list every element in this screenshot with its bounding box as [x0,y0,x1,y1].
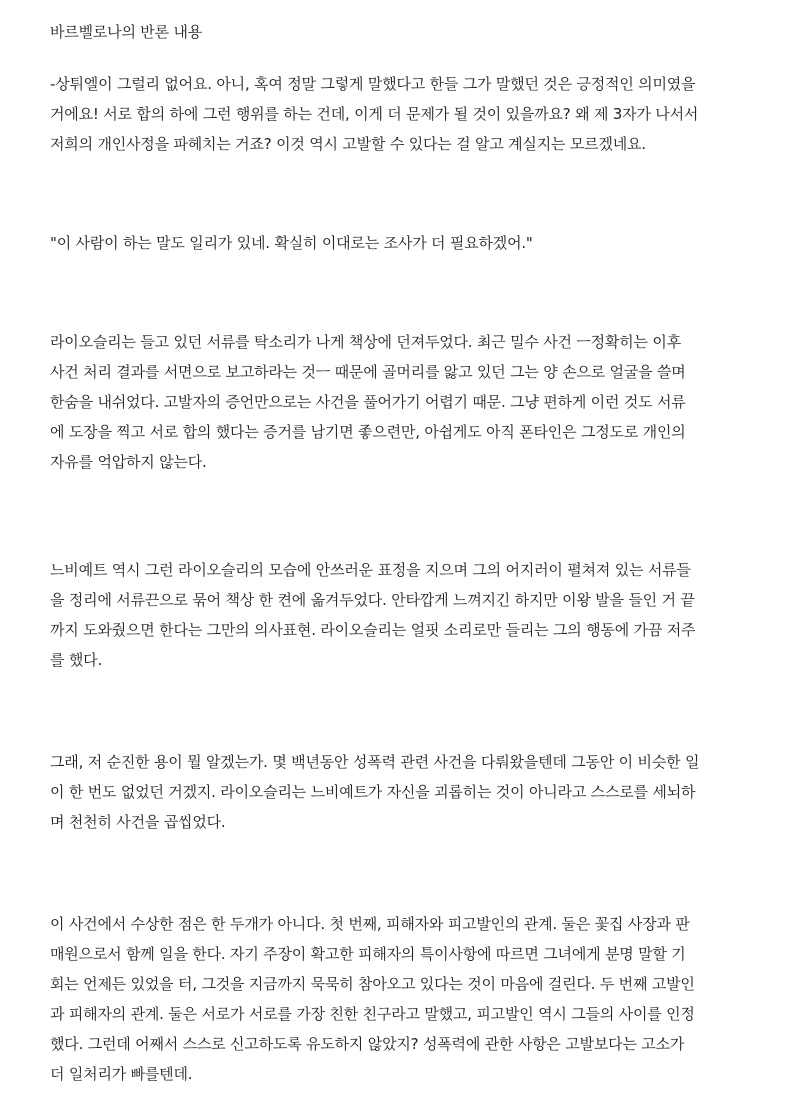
paragraph-line: 매원으로서 함께 일을 한다. 자기 주장이 확고한 피해자의 특이사항에 따르면 그녀에게 분명 말할 기 [50,945,686,963]
paragraph-line: 까지 도와줬으면 한다는 그만의 의사표현. 라이오슬리는 얼핏 소리로만 들리는 그의 행동에 가끔 저주 [50,621,696,639]
paragraph-line: 회는 언제든 있었을 터, 그것을 지금까지 묵묵히 참아오고 있다는 것이 마음에 걸린다. 두 번째 고발인 [50,975,695,993]
paragraph-line: 한숨을 내쉬었다. 고발자의 증언만으로는 사건을 풀어가기 어렵기 때문. 그냥 편하게 이런 것도 서류 [50,393,686,411]
paragraph-line: -상튀엘이 그럴리 없어요. 아니, 혹여 정말 그렇게 말했다고 한들 그가 말했던 것은 긍정적인 의미였을 [50,75,696,93]
paragraph-line: 며 천천히 사건을 곱씹었다. [50,813,226,831]
paragraph-line: 에 도장을 찍고 서로 합의 했다는 증거를 남기면 좋으련만, 아쉽게도 아직 폰타인은 그정도로 개인의 [50,423,686,441]
paragraph-line: 을 정리에 서류끈으로 묶어 책상 한 켠에 옮겨두었다. 안타깝게 느껴지긴 하지만 이왕 발을 들인 거 끝 [50,591,695,609]
paragraph-line: 느비예트 역시 그런 라이오슬리의 모습에 안쓰러운 표정을 지으며 그의 어지러이 펼쳐져 있는 서류들 [50,561,691,579]
paragraph-line: 라이오슬리는 들고 있던 서류를 탁소리가 나게 책상에 던져두었다. 최근 밀수 사건 ㅡ정확히는 이후 [50,333,681,351]
paragraph-line: 를 했다. [50,651,103,669]
paragraph-line: 거에요! 서로 합의 하에 그런 행위를 하는 건데, 이게 더 문제가 될 것이 있을까요? 왜 제 3자가 나서서 [50,105,699,123]
paragraph-line: 저희의 개인사정을 파헤치는 거죠? 이것 역시 고발할 수 있다는 걸 알고 계실지는 모르겠네요. [50,135,646,153]
paragraph-line: "이 사람이 하는 말도 일리가 있네. 확실히 이대로는 조사가 더 필요하겠어." [50,234,533,252]
paragraph-line: 사건 처리 결과를 서면으로 보고하라는 것ㅡ 때문에 골머리를 앓고 있던 그는 양 손으로 얼굴을 쓸며 [50,363,686,381]
paragraph-line: 했다. 그런데 어째서 스스로 신고하도록 유도하지 않았지? 성폭력에 관한 사항은 고발보다는 고소가 [50,1035,685,1053]
paragraph-line: 이 한 번도 없었던 거겠지. 라이오슬리는 느비예트가 자신을 괴롭히는 것이 아니라고 스스로를 세뇌하 [50,783,696,801]
paragraph-line: 이 사건에서 수상한 점은 한 두개가 아니다. 첫 번째, 피해자와 피고발인의 관계. 둘은 꽃집 사장과 판 [50,915,690,933]
paragraph-line: 더 일처리가 빠를텐데. [50,1065,193,1083]
document-heading: 바르벨로나의 반론 내용 [50,23,203,41]
paragraph-line: 과 피해자의 관계. 둘은 서로가 서로를 가장 친한 친구라고 말했고, 피고발인 역시 그들의 사이를 인정 [50,1005,695,1023]
paragraph-line: 그래, 저 순진한 용이 뭘 알겠는가. 몇 백년동안 성폭력 관련 사건을 다뤄왔을텐데 그동안 이 비슷한 일 [50,753,700,771]
paragraph-line: 자유를 억압하지 않는다. [50,453,207,471]
